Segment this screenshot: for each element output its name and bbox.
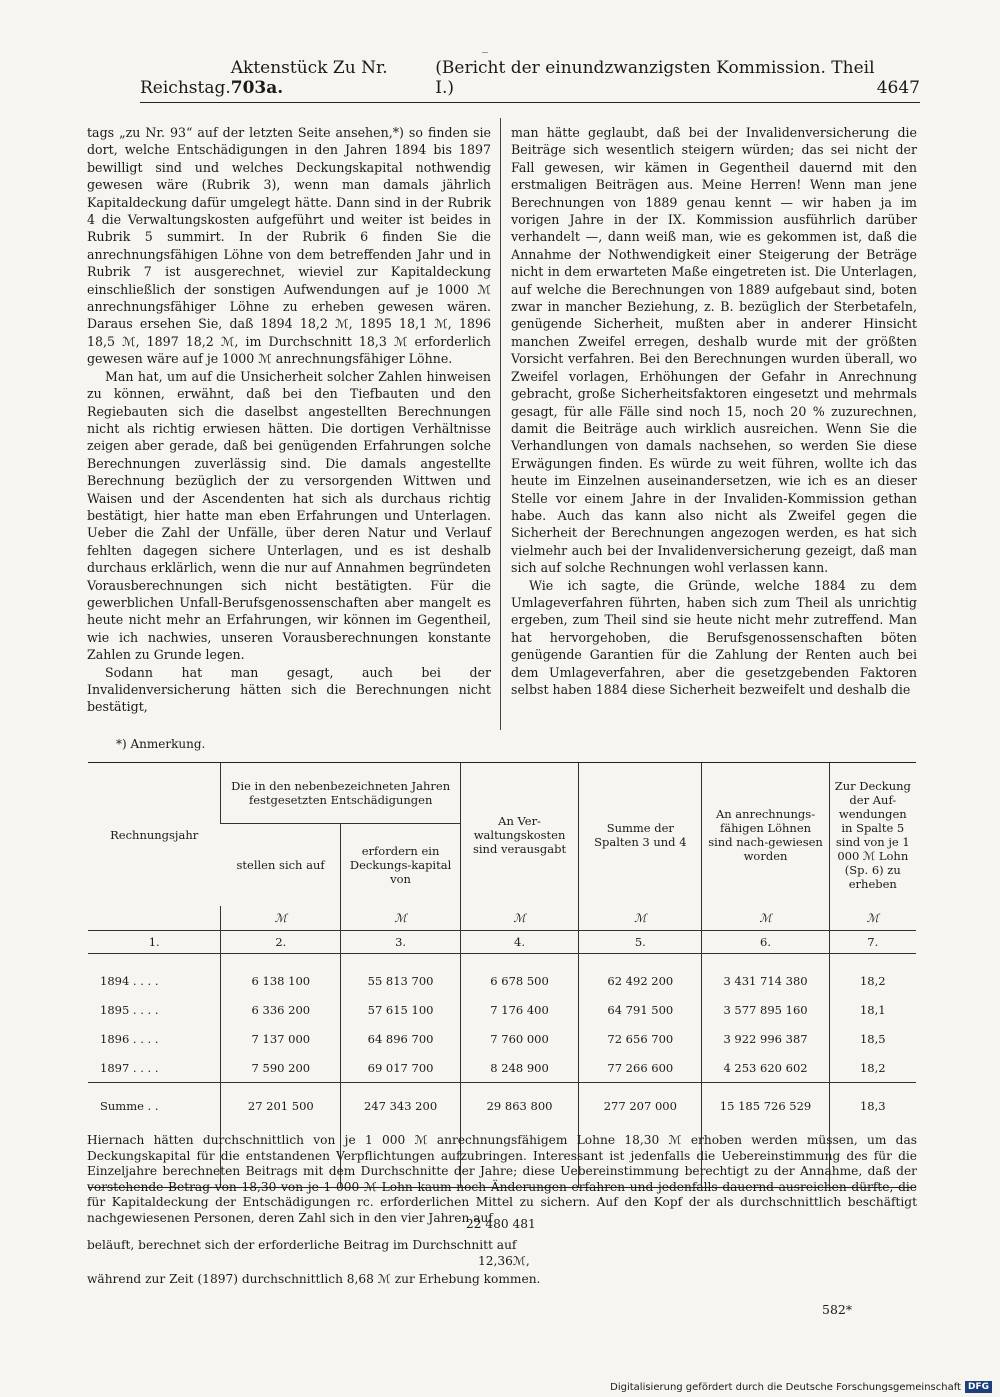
header-loehne: An anrechnungs-fähigen Löhnen sind nach-gewiesen worden bbox=[702, 763, 829, 907]
year-cell: 1897 . . . . bbox=[100, 1060, 159, 1075]
dfg-logo: DFG bbox=[965, 1381, 992, 1393]
right-column bbox=[511, 124, 917, 698]
footnote-label: *) Anmerkung. bbox=[116, 737, 206, 751]
column-number: 3. bbox=[341, 931, 461, 954]
column-number: 5. bbox=[579, 931, 702, 954]
header-deckung: Zur Deckung der Auf-wendungen in Spalte 5 sind von je 1 000 ℳ Lohn (Sp. 6) zu erheben bbox=[829, 763, 916, 907]
sum-cell: 29 863 800 bbox=[460, 1083, 578, 1124]
year-cell: 1895 . . . . bbox=[100, 1002, 159, 1017]
left-column bbox=[87, 124, 491, 716]
table-cell: 55 813 700 bbox=[341, 954, 461, 996]
signature-mark: 582* bbox=[822, 1302, 853, 1317]
year-cell: 1894 . . . . bbox=[100, 973, 159, 988]
table-row bbox=[88, 1024, 916, 1053]
table-cell: 57 615 100 bbox=[341, 995, 461, 1024]
table-cell: 7 760 000 bbox=[460, 1024, 578, 1053]
table-cell: 3 431 714 380 bbox=[702, 954, 829, 996]
table-cell: 7 137 000 bbox=[221, 1024, 341, 1053]
unit-cell: ℳ bbox=[579, 906, 702, 931]
table-cell: 6 678 500 bbox=[460, 954, 578, 996]
sum-row bbox=[88, 1083, 916, 1124]
right-paragraph: Wie ich sagte, die Gründe, welche 1884 zu dem Umlageverfahren führten, haben sich zum Theil als unrichtig ergeben, zum Theil sind sie heute nicht mehr zutreffend. Man hat hervorgehoben, die Berufsgenossenschaften böten genügende Garantien für die Zahlung der Renten auch bei dem Umlageverfahren, aber die gesetzgebenden Faktoren selbst haben 1884 diese Sicherheit bezweifelt und deshalb die bbox=[511, 577, 917, 697]
sum-cell: 15 185 726 529 bbox=[702, 1083, 829, 1124]
closing-text: Hiernach hätten durchschnittlich von je 1 000 ℳ anrechnungsfähigem Lohne 18,30 ℳ erhoben werden müssen, um das Deckungskapital für die entstandenen Verpflichtungen aufzubringen. Interessant ist jedenfalls die Uebereinstimmung des für die Einzeljahre berechneten Beitrags mit dem Durchschnitte der Jahre; diese Uebereinstimmung berechtigt zu der Annahme, daß der vorstehende Betrag von 18,30 von je 1 000 ℳ Lohn kaum noch Änderungen erfahren und jedenfalls dauernd ausreichen dürfte, die für Kapitaldeckung der Entschädigungen rc. erforderlichen Mittel zu sichern. Auf den Kopf der als durchschnittlich beschäftigt nachgewiesenen Personen, deren Zahl sich in den vier Jahren auf bbox=[87, 1133, 917, 1225]
compensation-table bbox=[88, 762, 916, 1188]
unit-cell: ℳ bbox=[460, 906, 578, 931]
unit-cell: ℳ bbox=[221, 906, 341, 931]
table-cell: 77 266 600 bbox=[579, 1053, 702, 1083]
persons-count: 22 480 481 bbox=[466, 1217, 536, 1231]
table-cell: 72 656 700 bbox=[579, 1024, 702, 1053]
credit-text: Digitalisierung gefördert durch die Deutsche Forschungsgemeinschaft bbox=[610, 1381, 961, 1393]
table-cell: 18,5 bbox=[829, 1024, 916, 1053]
header-summe-spalten: Summe der Spalten 3 und 4 bbox=[579, 763, 702, 907]
table-cell: 7 176 400 bbox=[460, 995, 578, 1024]
table-row bbox=[88, 954, 916, 996]
column-number: 7. bbox=[829, 931, 916, 954]
header-middle-prefix: Aktenstück Zu Nr. bbox=[230, 58, 388, 78]
header-deckungskapital: erfordern ein Deckungs-kapital von bbox=[341, 824, 461, 907]
unit-cell: ℳ bbox=[702, 906, 829, 931]
column-number: 4. bbox=[460, 931, 578, 954]
table-cell: 3 577 895 160 bbox=[702, 995, 829, 1024]
unit-cell: ℳ bbox=[341, 906, 461, 931]
table-cell: 6 336 200 bbox=[221, 995, 341, 1024]
table-cell: 18,2 bbox=[829, 1053, 916, 1083]
page-number: 4647 bbox=[876, 78, 920, 98]
margin-mark bbox=[482, 52, 488, 53]
year-cell: 1896 . . . . bbox=[100, 1031, 159, 1046]
unit-cell: ℳ bbox=[829, 906, 916, 931]
digitization-credit bbox=[610, 1381, 992, 1393]
table-cell: 18,2 bbox=[829, 954, 916, 996]
table-cell: 4 253 620 602 bbox=[702, 1053, 829, 1083]
closing-line-3: während zur Zeit (1897) durchschnittlich 8,68 ℳ zur Erhebung kommen. bbox=[87, 1272, 541, 1286]
left-paragraph: Sodann hat man gesagt, auch bei der Invalidenversicherung hätten sich die Berechnungen nicht bestätigt, bbox=[87, 664, 491, 715]
table-row bbox=[88, 995, 916, 1024]
column-number: 2. bbox=[221, 931, 341, 954]
table-cell: 3 922 996 387 bbox=[702, 1024, 829, 1053]
column-number: 1. bbox=[88, 931, 221, 954]
table-row bbox=[88, 1053, 916, 1083]
left-paragraph: tags „zu Nr. 93“ auf der letzten Seite ansehen,*) so finden sie dort, welche Entschädigungen in den Jahren 1894 bis 1897 bewilligt sind und welches Deckungskapital nothwendig gewesen wäre (Rubrik 3), wenn man damals jährlich Kapitaldeckung dafür umgelegt hätte. Dann sind in der Rubrik 4 die Verwaltungskosten aufgeführt und weiter ist beides in Rubrik 5 summirt. In der Rubrik 6 finden Sie die anrechnungsfähigen Löhne von dem betreffenden Jahr und in Rubrik 7 ist ausgerechnet, wieviel zur Kapitaldeckung einschließlich der sonstigen Aufwendungen auf je 1000 ℳ anrechnungsfähiger Löhne zu erheben gewesen wären. Daraus ersehen Sie, daß 1894 18,2 ℳ, 1895 18,1 ℳ, 1896 18,5 ℳ, 1897 18,2 ℳ, im Durchschnitt 18,3 ℳ erforderlich gewesen wäre auf je 1000 ℳ anrechnungsfähiger Löhne. bbox=[87, 125, 491, 367]
header-verwaltungskosten: An Ver-waltungskosten sind verausgabt bbox=[460, 763, 578, 907]
left-paragraph: Man hat, um auf die Unsicherheit solcher Zahlen hinweisen zu können, erwähnt, daß bei den Tiefbauten und den Regiebauten sich die daselbst angestellten Berechnungen nicht als richtig erwiesen hätten. Die dortigen Verhältnisse zeigen aber gerade, daß bei genügenden Erfahrungen solche Berechnungen zuverlässig sind. Die damals angestellte Berechnung bezüglich der zu versorgenden Wittwen und Waisen und der Ascendenten hat sich als durchaus richtig bestätigt, hier hatte man eben Erfahrungen und Unterlagen. Ueber die Zahl der Unfälle, über deren Natur und Verlauf fehlten dagegen sichere Unterlagen, und es ist deshalb durchaus erklärlich, wenn die nur auf Annahmen begründeten Vorausberechnungen sich nicht bestätigten. Für die gewerblichen Unfall-Berufsgenossenschaften aber mangelt es heute nicht mehr an Erfahrungen, wir können im Gegentheil, wie ich nachwies, unseren Vorausberechnungen konstante Zahlen zu Grunde legen. bbox=[87, 368, 491, 663]
table-cell: 64 791 500 bbox=[579, 995, 702, 1024]
table-cell: 64 896 700 bbox=[341, 1024, 461, 1053]
header-rechnungsjahr: Rechnungsjahr bbox=[88, 763, 221, 907]
header-left: Reichstag. bbox=[140, 78, 231, 98]
table-cell: 69 017 700 bbox=[341, 1053, 461, 1083]
header-group-entschaedigungen: Die in den nebenbezeichneten Jahren festgesetzten Entschädigungen bbox=[221, 763, 460, 824]
header-title: (Bericht der einundzwanzigsten Kommission. Theil I.) bbox=[435, 58, 875, 98]
table-cell: 18,1 bbox=[829, 995, 916, 1024]
sum-label: Summe . . bbox=[88, 1083, 221, 1124]
table-cell: 8 248 900 bbox=[460, 1053, 578, 1083]
sum-cell: 27 201 500 bbox=[221, 1083, 341, 1124]
header-stellen-sich: stellen sich auf bbox=[236, 858, 325, 872]
sum-cell: 277 207 000 bbox=[579, 1083, 702, 1124]
unit-cell bbox=[88, 906, 221, 931]
table-cell: 6 138 100 bbox=[221, 954, 341, 996]
table-cell: 62 492 200 bbox=[579, 954, 702, 996]
column-divider bbox=[500, 118, 501, 730]
running-header bbox=[140, 58, 920, 103]
average-contribution: 12,36ℳ, bbox=[478, 1254, 530, 1268]
sum-cell: 18,3 bbox=[829, 1083, 916, 1124]
sum-cell: 247 343 200 bbox=[341, 1083, 461, 1124]
header-middle bbox=[231, 58, 436, 98]
right-paragraph: man hätte geglaubt, daß bei der Invalidenversicherung die Beiträge sich wesentlich steigern würden; das sei nicht der Fall gewesen, wir kämen in Gegentheil dauernd mit den erstmaligen Beiträgen aus. Meine Herren! Wenn man jene Berechnungen von 1889 genau kennt — wir haben ja im vorigen Jahre in der IX. Kommission ausführlich darüber verhandelt —, dann weiß man, wie es gekommen ist, daß die Annahme der Nothwendigkeit einer Steigerung der Beträge nicht in dem erwarteten Maße eingetreten ist. Die Unterlagen, auf welche die Berechnungen von 1889 aufgebaut sind, boten zwar in mancher Beziehung, z. B. bezüglich der Sterbetafeln, genügende Sicherheit, mußten aber in anderer Hinsicht manchen Zweifel erregen, deshalb wurde mit der größten Vorsicht verfahren. Bei den Berechnungen wurden überall, wo Zweifel vorlagen, Erhöhungen der Gefahr in Anrechnung gebracht, große Sicherheitsfaktoren eingesetzt und mehrmals gesagt, für alle Fälle sind noch 15, noch 20 % zuzurechnen, damit die Beiträge auch wirklich ausreichen. Wenn Sie die Verhandlungen von damals nachsehen, so werden Sie diese Erwägungen finden. Es würde zu weit führen, wollte ich das heute im Einzelnen auseinandersetzen, wie ich es an dieser Stelle vor einem Jahre in der Invaliden-Kommission gethan habe. Auch das kann also nicht als Zweifel gegen die Sicherheit der Berechnungen angezogen werden, es hat sich vielmehr auch bei der Invalidenversicherung gezeigt, daß man sich auf solche Rechnungen wohl verlassen kann. bbox=[511, 125, 917, 576]
table-cell: 7 590 200 bbox=[221, 1053, 341, 1083]
header-number: 703a. bbox=[230, 78, 284, 98]
closing-line-2: beläuft, berechnet sich der erforderliche Beitrag im Durchschnitt auf bbox=[87, 1238, 517, 1252]
column-number: 6. bbox=[702, 931, 829, 954]
closing-paragraph bbox=[87, 1133, 917, 1226]
